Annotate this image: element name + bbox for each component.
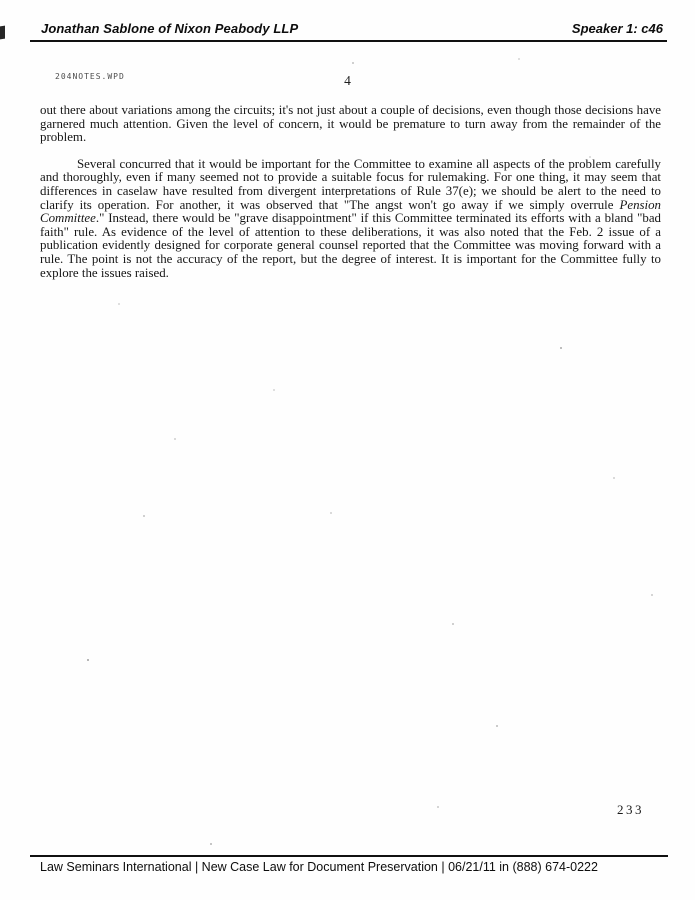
- paragraph-2: [40, 158, 661, 280]
- header-rule: [30, 40, 667, 42]
- page-number-top: 4: [344, 73, 351, 88]
- paragraph-2-text-start: Several concurred that it would be important for the Committee to examine all aspects of the problem carefully and thoroughly, even if many seemed not to provide a suitable focus for rulemaking. For one thing, it may seem that differences in caselaw have resulted from divergent interpretations of Rule 37(e); we should be alert to the need to clarify its operation. For another, it was observed that "The angst won't go away if we simply overrule: [40, 156, 661, 212]
- document-file-label: 204NOTES.WPD: [55, 72, 125, 81]
- paragraph-2-case-citation: Pension Committee: [40, 197, 661, 226]
- document-body: [40, 104, 661, 280]
- header-speaker-tag: Speaker 1: c46: [571, 21, 663, 36]
- header-speaker-name: Jonathan Sablone of Nixon Peabody LLP: [41, 21, 299, 36]
- scan-corner-artifact: [0, 26, 5, 40]
- paragraph-2-text-end: ." Instead, there would be "grave disappointment" if this Committee terminated its efforts with a bland "bad faith" rule. As evidence of the level of attention to these deliberations, it was also noted that the Feb. 2 issue of a publication evidently designed for corporate general counsel reported that the Committee was moving forward with a rule. The point is not the accuracy of the report, but the degree of interest. It is important for the Committee fully to explore the issues raised.: [40, 211, 661, 280]
- footer-rule: [30, 855, 668, 857]
- paragraph-1: out there about variations among the circuits; it's not just about a couple of decisions, even though those decisions have garnered much attention. Given the level of concern, it would be premature to turn away from the remainder of the problem.: [40, 103, 661, 145]
- page-number-bottom: 233: [617, 802, 644, 817]
- scan-noise: [0, 0, 2, 2]
- footer-seminar-info: Law Seminars International | New Case Law for Document Preservation | 06/21/11 in (888) 674-0222: [40, 860, 598, 874]
